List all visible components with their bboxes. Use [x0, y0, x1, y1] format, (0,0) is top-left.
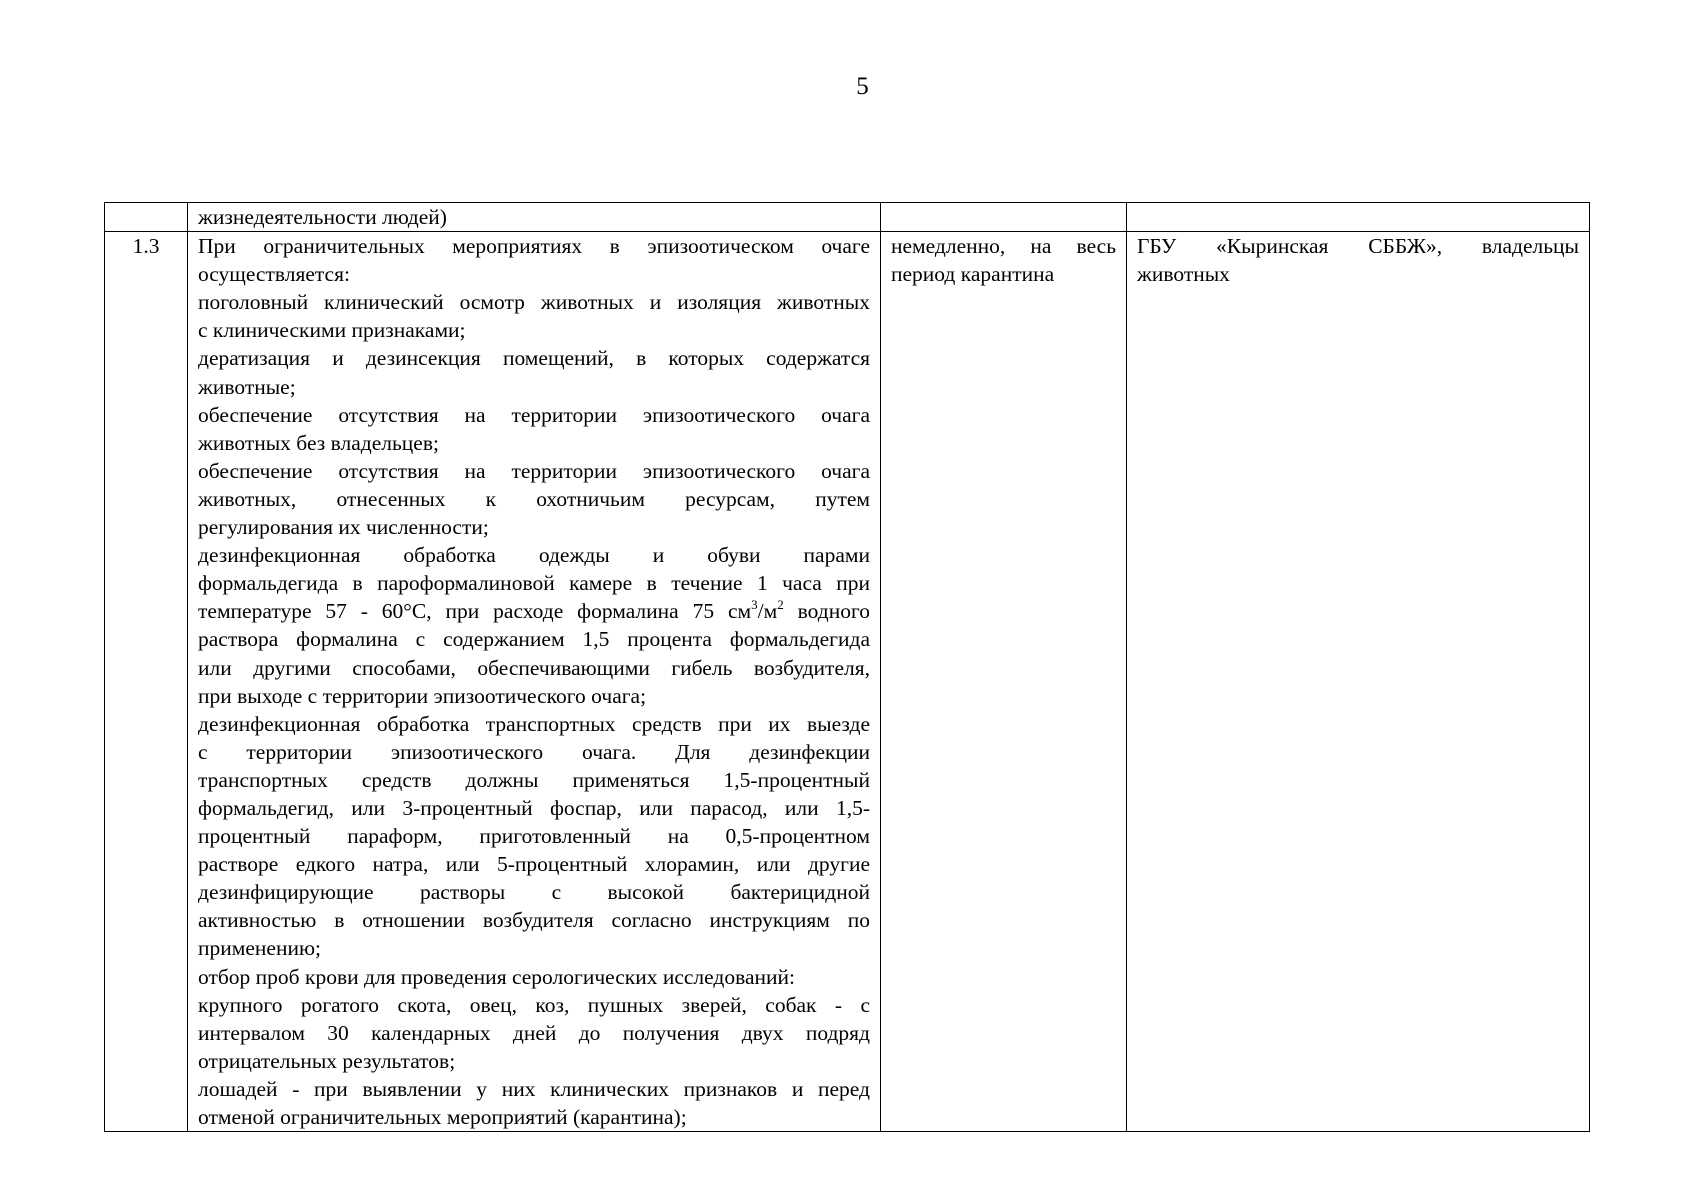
text-line: активностью в отношении возбудителя согласно инструкциям по — [198, 908, 870, 933]
text-line: животных без владельцев; — [198, 430, 439, 455]
text-line: или другими способами, обеспечивающими гибель возбудителя, — [198, 655, 870, 680]
term-cell — [881, 203, 1127, 232]
text-line: регулирования их численности; — [198, 515, 489, 540]
measures-table — [104, 202, 1590, 1132]
text-line: период карантина — [891, 262, 1055, 287]
text-line: лошадей - при выявлении у них клинических признаков и перед — [198, 1076, 870, 1101]
text-line: немедленно, на весь — [891, 234, 1116, 259]
responsible-cell — [1127, 232, 1590, 1132]
text-line: При ограничительных мероприятиях в эпизоотическом очаге — [198, 234, 870, 259]
text-line: дезинфекционная обработка одежды и обуви парами — [198, 543, 870, 568]
text-line: ГБУ «Кыринская СББЖ», владельцы — [1137, 234, 1579, 259]
measure-text-cell — [188, 232, 881, 1132]
text-line: с клиническими признаками; — [198, 318, 466, 343]
text-line: растворе едкого натра, или 5-процентный хлорамин, или другие — [198, 852, 870, 877]
text-line: дератизация и дезинсекция помещений, в которых содержатся — [198, 346, 870, 371]
table-row-1-3 — [105, 232, 1590, 1132]
table-row-continuation — [105, 203, 1590, 232]
text-line: применению; — [198, 936, 322, 961]
term-cell — [881, 232, 1127, 1132]
text-line: отбор проб крови для проведения серологических исследований: — [198, 964, 796, 989]
text-line: животных, отнесенных к охотничьим ресурсам, путем — [198, 486, 870, 511]
responsible-cell — [1127, 203, 1590, 232]
text-line: животных — [1137, 262, 1230, 287]
text-line: обеспечение отсутствия на территории эпизоотического очага — [198, 402, 870, 427]
text-line: осуществляется: — [198, 262, 350, 287]
text-line: обеспечение отсутствия на территории эпизоотического очага — [198, 458, 870, 483]
text-line: температуре 57 - 60°С, при расходе формалина 75 $см^3/м^2$ водного — [198, 597, 870, 624]
measure-text-cell: жизнедеятельности людей) — [188, 203, 881, 232]
row-number-cell: 1.3 — [105, 232, 188, 1132]
text-line: дезинфицирующие растворы с высокой бактерицидной — [198, 880, 870, 905]
text-line: интервалом 30 календарных дней до получения двух подряд — [198, 1020, 870, 1045]
text-line: отменой ограничительных мероприятий (карантина); — [198, 1105, 687, 1129]
text-line: поголовный клинический осмотр животных и изоляция животных — [198, 290, 870, 315]
text-line: формальдегид, или 3-процентный фоспар, или парасод, или 1,5- — [198, 795, 870, 820]
text-line: процентный параформ, приготовленный на 0,5-процентном — [198, 824, 870, 849]
text-line: отрицательных результатов; — [198, 1048, 456, 1073]
text-line: с территории эпизоотического очага. Для дезинфекции — [198, 739, 870, 764]
text-line: раствора формалина с содержанием 1,5 процента формальдегида — [198, 627, 870, 652]
text-line: транспортных средств должны применяться 1,5-процентный — [198, 767, 870, 792]
text-line: формальдегида в пароформалиновой камере в течение 1 часа при — [198, 571, 870, 596]
text-line: при выходе с территории эпизоотического очага; — [198, 683, 647, 708]
row-number-cell — [105, 203, 188, 232]
text-line: животные; — [198, 374, 296, 399]
page-number: 5 — [856, 73, 869, 100]
text-line: крупного рогатого скота, овец, коз, пушных зверей, собак - с — [198, 992, 870, 1017]
text-line: дезинфекционная обработка транспортных средств при их выезде — [198, 711, 870, 736]
